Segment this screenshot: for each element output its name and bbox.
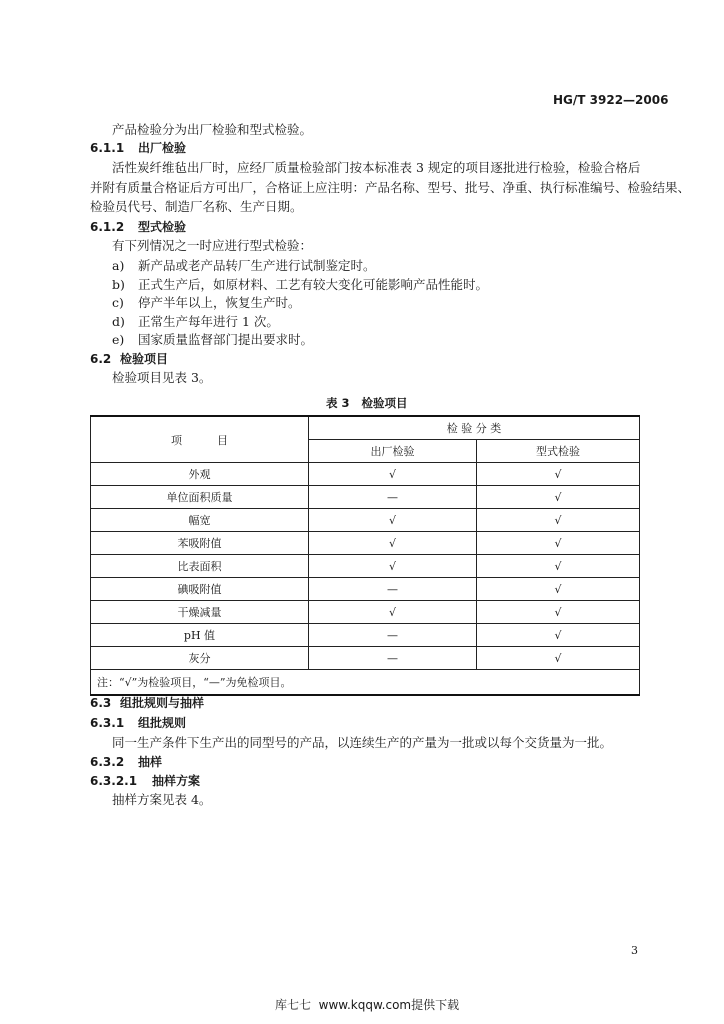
table-row — [91, 578, 640, 601]
footer-download-note: 库七七 www.kqqw.com提供下载 — [275, 998, 460, 1012]
list-item — [112, 313, 279, 330]
table-row — [91, 647, 640, 670]
row-factory-mark: √ — [309, 555, 477, 578]
list-item — [112, 276, 488, 293]
list-lead: 有下列情况之一时应进行型式检验： — [112, 238, 313, 253]
section-title: 出厂检验 — [138, 141, 187, 155]
row-item: 单位面积质量 — [91, 486, 309, 509]
table-header-group: 检 验 分 类 — [309, 416, 640, 440]
list-marker: d) — [112, 314, 125, 329]
page-number: 3 — [631, 944, 638, 957]
row-type-mark: √ — [477, 509, 640, 532]
section-title: 抽样方案 — [152, 774, 201, 788]
paragraph-line: 检验员代号、制造厂名称、生产日期。 — [90, 199, 303, 214]
section-6-3-2-1-heading — [90, 772, 200, 789]
standard-code: HG/T 3922—2006 — [553, 93, 669, 107]
list-text: 停产半年以上，恢复生产时。 — [138, 295, 301, 310]
row-item: 干燥减量 — [91, 601, 309, 624]
section-6-3-heading — [90, 694, 204, 711]
table-row — [91, 532, 640, 555]
paragraph-line: 活性炭纤维毡出厂时，应经厂质量检验部门按本标准表 3 规定的项目逐批进行检验，检验合格后 — [112, 160, 641, 175]
row-item: 幅宽 — [91, 509, 309, 532]
paragraph-line: 抽样方案见表 4。 — [112, 792, 212, 807]
paragraph-line: 并附有质量合格证后方可出厂，合格证上应注明：产品名称、型号、批号、净重、执行标准编号、检验结果、 — [90, 180, 691, 195]
section-6-3-2-heading — [90, 753, 162, 770]
section-title: 组批规则与抽样 — [120, 696, 205, 710]
section-number: 6.3.2 — [90, 755, 125, 769]
section-title: 组批规则 — [138, 716, 187, 730]
list-item — [112, 294, 301, 311]
row-factory-mark: — — [309, 486, 477, 509]
list-text: 新产品或老产品转厂生产进行试制鉴定时。 — [138, 258, 376, 273]
section-number: 6.3.1 — [90, 716, 125, 730]
row-type-mark: √ — [477, 532, 640, 555]
section-title: 检验项目 — [120, 352, 169, 366]
paragraph-line: 同一生产条件下生产出的同型号的产品，以连续生产的产量为一批或以每个交货量为一批。 — [112, 735, 613, 750]
list-text: 正式生产后，如原材料、工艺有较大变化可能影响产品性能时。 — [138, 277, 489, 292]
row-item: 外观 — [91, 463, 309, 486]
table-row — [91, 624, 640, 647]
section-6-1-2-heading — [90, 218, 186, 235]
list-marker: c) — [112, 295, 124, 310]
row-factory-mark: √ — [309, 463, 477, 486]
row-type-mark: √ — [477, 578, 640, 601]
row-type-mark: √ — [477, 624, 640, 647]
section-title: 型式检验 — [138, 220, 187, 234]
section-number: 6.3 — [90, 696, 112, 710]
table-row — [91, 463, 640, 486]
table-row — [91, 601, 640, 624]
row-factory-mark: √ — [309, 601, 477, 624]
section-6-2-heading — [90, 350, 168, 367]
table-header-type: 型式检验 — [477, 440, 640, 463]
row-type-mark: √ — [477, 647, 640, 670]
list-text: 国家质量监督部门提出要求时。 — [138, 332, 314, 347]
row-type-mark: √ — [477, 463, 640, 486]
table-header-item: 项 目 — [91, 416, 309, 463]
list-marker: b) — [112, 277, 125, 292]
row-item: 苯吸附值 — [91, 532, 309, 555]
row-item: pH 值 — [91, 624, 309, 647]
row-factory-mark: — — [309, 578, 477, 601]
intro-text: 产品检验分为出厂检验和型式检验。 — [112, 122, 313, 137]
list-item — [112, 331, 313, 348]
inspection-table — [90, 415, 640, 696]
table-row — [91, 486, 640, 509]
section-title: 抽样 — [138, 755, 163, 769]
table-row — [91, 555, 640, 578]
table-header-factory: 出厂检验 — [309, 440, 477, 463]
table-note: 注：“√”为检验项目，“—”为免检项目。 — [91, 670, 640, 696]
list-text: 正常生产每年进行 1 次。 — [138, 314, 279, 329]
row-factory-mark: √ — [309, 532, 477, 555]
row-type-mark: √ — [477, 486, 640, 509]
section-6-1-1-heading — [90, 139, 186, 156]
section-number: 6.3.2.1 — [90, 774, 138, 788]
list-marker: a) — [112, 258, 125, 273]
table-row — [91, 509, 640, 532]
list-marker: e) — [112, 332, 125, 347]
paragraph-line: 检验项目见表 3。 — [112, 370, 212, 385]
section-number: 6.1.2 — [90, 220, 125, 234]
row-factory-mark: — — [309, 647, 477, 670]
section-number: 6.1.1 — [90, 141, 125, 155]
row-item: 灰分 — [91, 647, 309, 670]
row-type-mark: √ — [477, 555, 640, 578]
row-factory-mark: √ — [309, 509, 477, 532]
row-type-mark: √ — [477, 601, 640, 624]
section-6-3-1-heading — [90, 714, 186, 731]
list-item — [112, 257, 376, 274]
row-item: 碘吸附值 — [91, 578, 309, 601]
table-caption: 表 3 检验项目 — [326, 396, 408, 410]
section-number: 6.2 — [90, 352, 112, 366]
row-factory-mark: — — [309, 624, 477, 647]
row-item: 比表面积 — [91, 555, 309, 578]
